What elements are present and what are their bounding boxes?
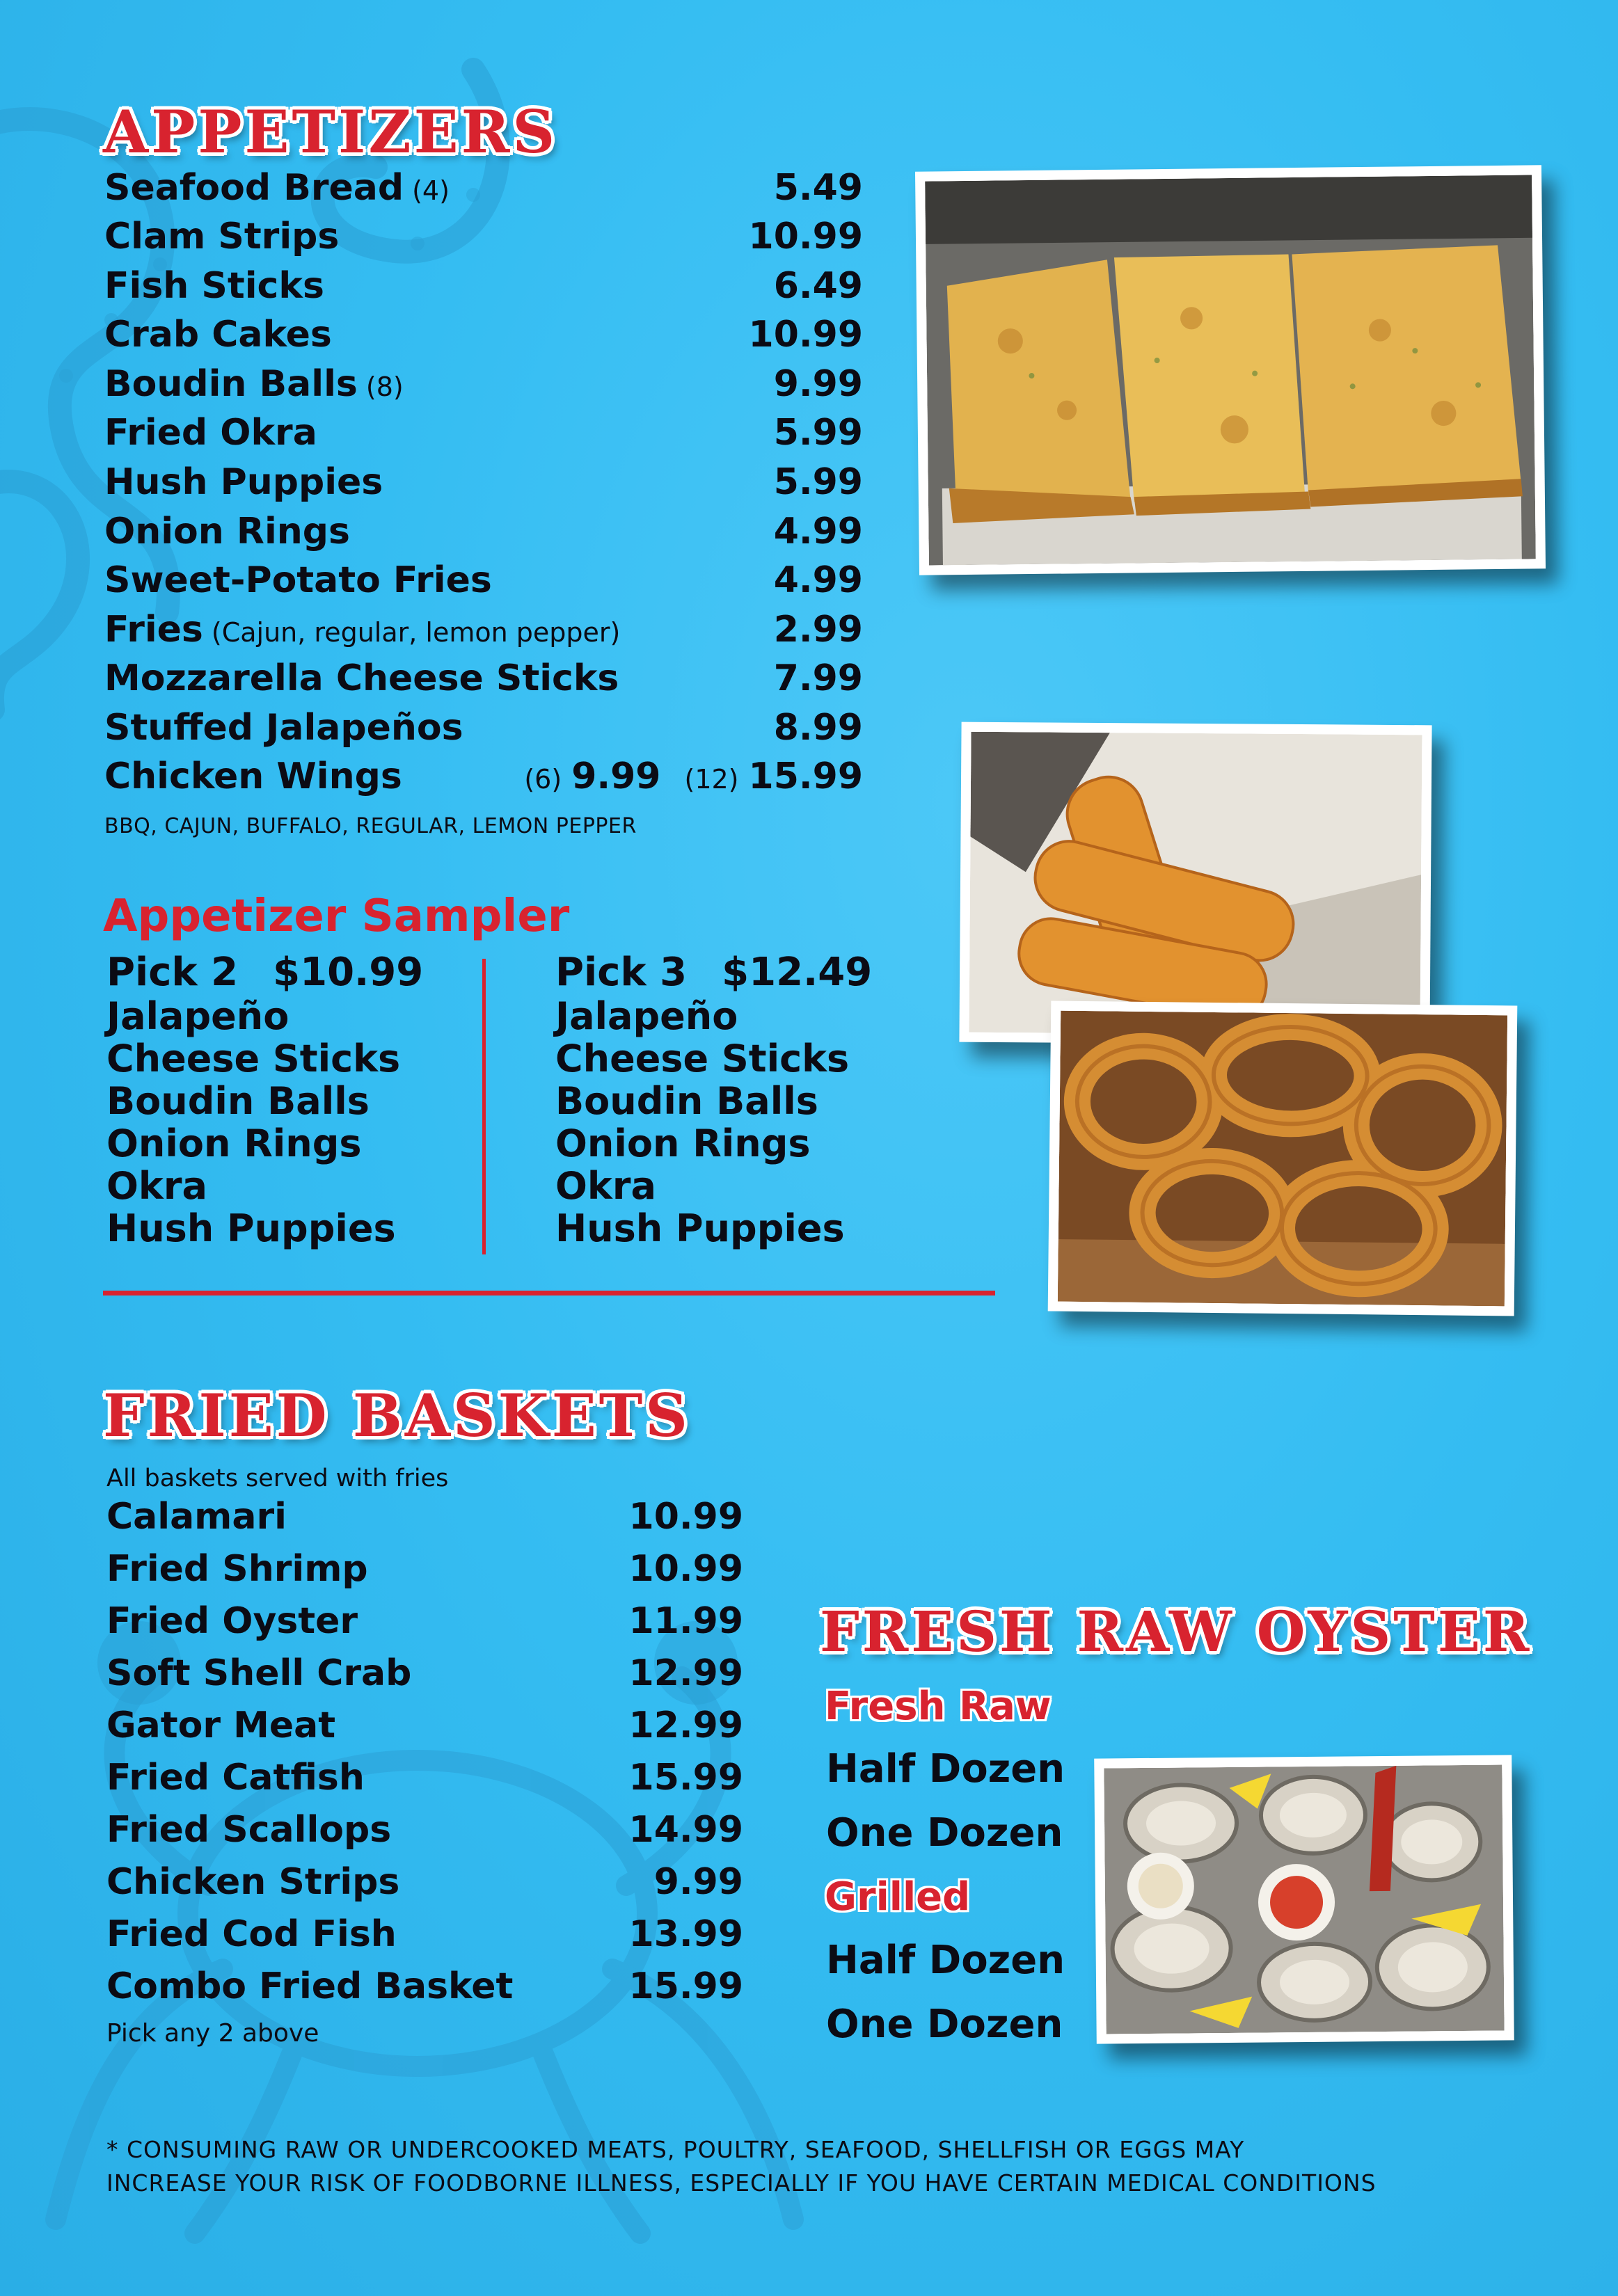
- item-name: Fried Oyster: [106, 1600, 358, 1642]
- item-price: 10.99: [628, 1496, 743, 1538]
- list-item: [104, 609, 863, 651]
- item-name: Boudin Balls: [104, 363, 358, 405]
- item-price: 15.99: [628, 1966, 743, 2007]
- item-price: 4.99: [773, 511, 863, 552]
- disclaimer-line-1: * CONSUMING RAW OR UNDERCOOKED MEATS, POULTRY, SEAFOOD, SHELLFISH OR EGGS MAY: [106, 2136, 1245, 2163]
- pick2-header: [106, 950, 524, 995]
- sampler-pick3: [555, 950, 973, 1250]
- list-item: [106, 1757, 743, 1799]
- list-item: [106, 1548, 743, 1590]
- list-item: [106, 1496, 743, 1538]
- item-name: Fried Catfish: [106, 1757, 365, 1799]
- sampler-option: Cheese Sticks: [106, 1037, 401, 1081]
- item-price: 5.99: [773, 461, 863, 503]
- appetizer-list: [104, 167, 863, 863]
- onion-rings-photo: [1048, 1001, 1518, 1316]
- item-name: Chicken Strips: [106, 1861, 400, 1903]
- item-name: Fried Shrimp: [106, 1548, 368, 1590]
- sampler-option: Boudin Balls: [555, 1079, 818, 1123]
- item-name: Hush Puppies: [104, 461, 383, 503]
- item-name: Mozzarella Cheese Sticks: [104, 657, 619, 699]
- sampler-option: Hush Puppies: [555, 1206, 845, 1250]
- item-name: Combo Fried Basket: [106, 1966, 514, 2007]
- pick3-header: [555, 950, 973, 995]
- item-note: (8): [365, 372, 404, 402]
- sampler-option: Jalapeño: [555, 994, 738, 1038]
- chicken-wings-row: [104, 756, 863, 797]
- wings-price-large: 15.99: [748, 756, 863, 797]
- item-name: Stuffed Jalapeños: [104, 707, 463, 749]
- item-price: 9.99: [653, 1861, 743, 1903]
- item-price: 10.99: [748, 314, 863, 356]
- fried-baskets-title: FRIED BASKETS: [103, 1381, 690, 1450]
- basket-list: [106, 1496, 743, 2052]
- pick3-label: Pick 3: [555, 950, 688, 995]
- sampler-option: Jalapeño: [106, 994, 290, 1038]
- item-price: 12.99: [628, 1652, 743, 1694]
- item-price: 5.49: [773, 167, 863, 209]
- list-item: [104, 559, 863, 601]
- fresh-half-dozen: Half Dozen: [826, 1746, 1065, 1792]
- item-name: Onion Rings: [104, 511, 350, 552]
- disclaimer-line-2: INCREASE YOUR RISK OF FOODBORNE ILLNESS, ESPECIALLY IF YOU HAVE CERTAIN MEDICAL CONDITIONS: [106, 2169, 1377, 2197]
- list-item: [106, 1913, 743, 1955]
- item-price: 6.49: [773, 265, 863, 307]
- list-item: [106, 1600, 743, 1642]
- list-item: [104, 216, 863, 257]
- item-name: Fried Okra: [104, 412, 317, 454]
- item-price: 11.99: [628, 1600, 743, 1642]
- item-name: Calamari: [106, 1496, 287, 1538]
- grilled-label: Grilled: [825, 1874, 971, 1920]
- item-note: (4): [412, 175, 450, 206]
- wings-price-small: 9.99: [571, 756, 661, 797]
- item-name: Clam Strips: [104, 216, 340, 257]
- list-item: [106, 1861, 743, 1903]
- list-item: [104, 657, 863, 699]
- item-name: Fries: [104, 609, 203, 651]
- oysters-photo: [1094, 1755, 1514, 2043]
- seafood-bread-photo: [915, 165, 1546, 575]
- sampler-option: Onion Rings: [106, 1122, 362, 1165]
- list-item: [106, 1809, 743, 1851]
- list-item: [104, 461, 863, 503]
- item-price: 14.99: [628, 1809, 743, 1851]
- fresh-raw-label: Fresh Raw: [825, 1684, 1052, 1729]
- pick2-price: $10.99: [273, 950, 424, 995]
- item-price: 15.99: [628, 1757, 743, 1799]
- sampler-option: Boudin Balls: [106, 1079, 370, 1123]
- cheese-sticks-photo: [959, 722, 1431, 1046]
- section-divider: [103, 1291, 995, 1296]
- item-name: Fried Scallops: [106, 1809, 392, 1851]
- grilled-half-dozen: Half Dozen: [826, 1938, 1065, 1983]
- list-item: [104, 363, 863, 405]
- item-price: 10.99: [748, 216, 863, 257]
- list-item: [104, 265, 863, 307]
- wings-flavors: BBQ, CAJUN, BUFFALO, REGULAR, LEMON PEPPER: [104, 814, 637, 838]
- sampler-option: Okra: [106, 1164, 207, 1208]
- list-item: [106, 1966, 743, 2007]
- sampler-option: Okra: [555, 1164, 656, 1208]
- item-price: 7.99: [773, 657, 863, 699]
- list-item: [104, 314, 863, 356]
- sampler-pick2: [106, 950, 524, 1250]
- sampler-option: Hush Puppies: [106, 1206, 396, 1250]
- item-name: Seafood Bread: [104, 167, 404, 209]
- item-note: (Cajun, regular, lemon pepper): [211, 617, 621, 648]
- appetizers-title: APPETIZERS: [103, 97, 558, 166]
- sampler-option: Cheese Sticks: [555, 1037, 850, 1081]
- pick3-price: $12.49: [722, 950, 873, 995]
- item-price: 8.99: [773, 707, 863, 749]
- item-price: 9.99: [773, 363, 863, 405]
- item-price: 12.99: [628, 1705, 743, 1746]
- combo-note: Pick any 2 above: [106, 2019, 319, 2048]
- item-name: Crab Cakes: [104, 314, 332, 356]
- fried-baskets-subtitle: All baskets served with fries: [106, 1465, 449, 1492]
- item-price: 5.99: [773, 412, 863, 454]
- item-name: Sweet-Potato Fries: [104, 559, 492, 601]
- list-item: [106, 1705, 743, 1746]
- item-price: 13.99: [628, 1913, 743, 1955]
- list-item: [104, 167, 863, 209]
- wings-qty-large: (12): [684, 764, 739, 795]
- pick2-label: Pick 2: [106, 950, 239, 995]
- sampler-option: Onion Rings: [555, 1122, 811, 1165]
- item-name: Soft Shell Crab: [106, 1652, 412, 1694]
- item-price: 4.99: [773, 559, 863, 601]
- list-item: [104, 412, 863, 454]
- sampler-title: Appetizer Sampler: [103, 891, 570, 942]
- item-price: 2.99: [773, 609, 863, 651]
- grilled-one-dozen: One Dozen: [826, 2002, 1063, 2047]
- list-item: [106, 1652, 743, 1694]
- wings-qty-small: (6): [524, 764, 562, 795]
- fresh-one-dozen: One Dozen: [826, 1810, 1063, 1856]
- item-name: Chicken Wings: [104, 756, 402, 797]
- oyster-title: FRESH RAW OYSTER: [820, 1599, 1532, 1664]
- item-name: Fried Cod Fish: [106, 1913, 397, 1955]
- list-item: [104, 707, 863, 749]
- sampler-divider: [482, 959, 486, 1254]
- item-name: Gator Meat: [106, 1705, 336, 1746]
- item-price: 10.99: [628, 1548, 743, 1590]
- item-name: Fish Sticks: [104, 265, 324, 307]
- list-item: [104, 511, 863, 552]
